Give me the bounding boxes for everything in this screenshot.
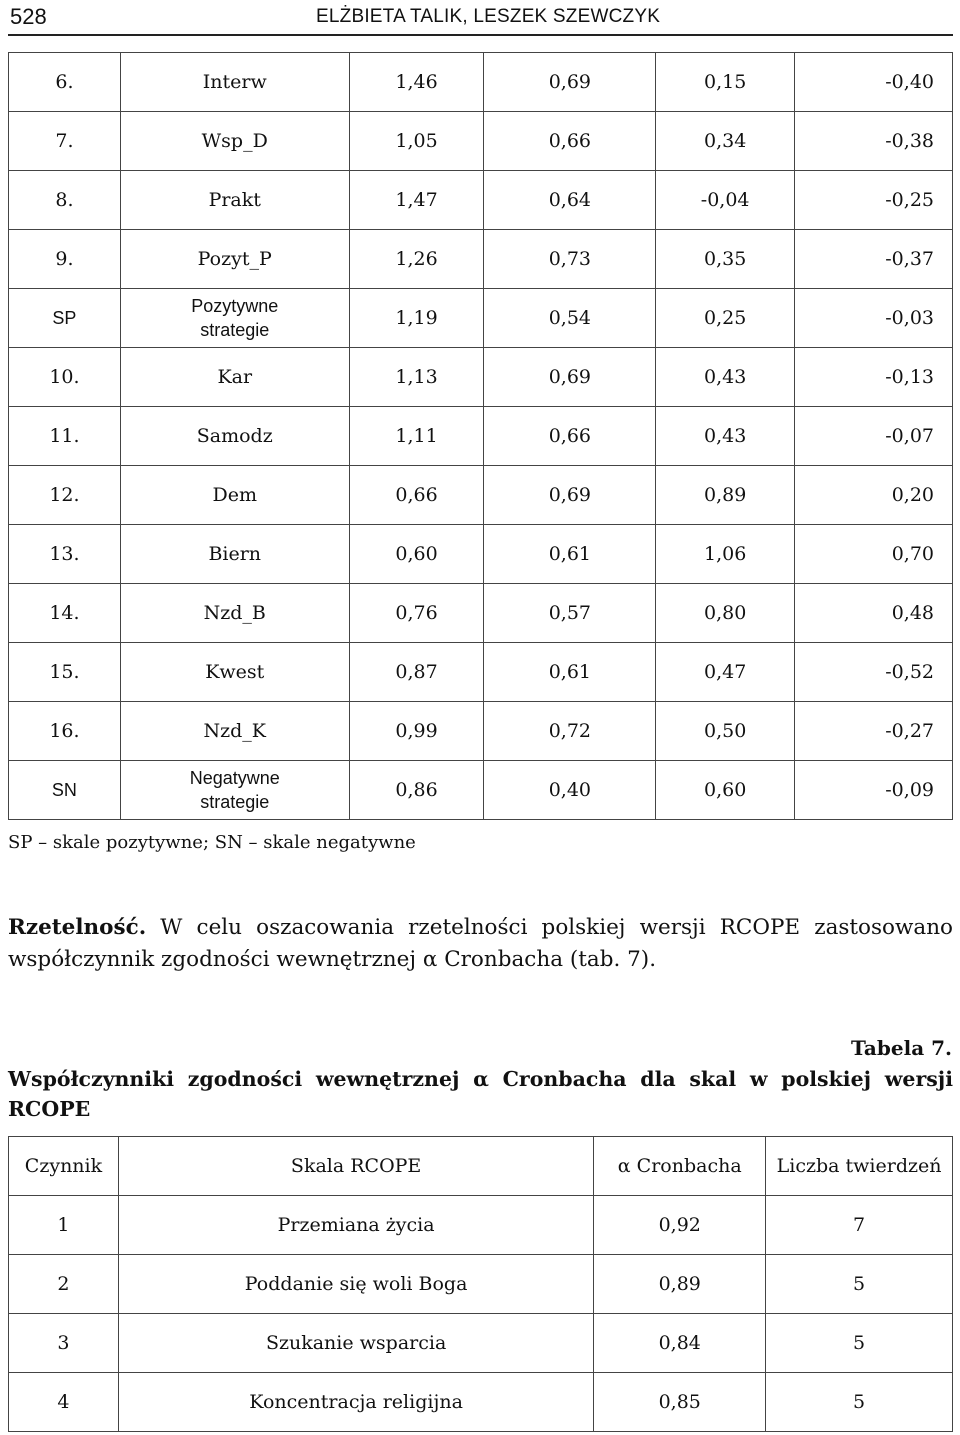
value-cell: 0,61 (484, 643, 656, 702)
row-name-cell: Wsp_D (120, 112, 349, 171)
value-cell: 0,66 (484, 112, 656, 171)
value-cell: 1,11 (349, 407, 484, 466)
table-row (9, 1373, 953, 1432)
row-id-cell: 12. (9, 466, 121, 525)
row-name-cell: Negatywne strategie (120, 761, 349, 820)
table-cell: 4 (9, 1373, 119, 1432)
value-cell: 0,47 (656, 643, 795, 702)
table-cell: 7 (766, 1196, 953, 1255)
row-id-cell: 11. (9, 407, 121, 466)
value-cell: 0,64 (484, 171, 656, 230)
value-cell: -0,27 (795, 702, 953, 761)
value-cell: 0,60 (656, 761, 795, 820)
row-name-cell: Kar (120, 348, 349, 407)
row-name-cell: Nzd_B (120, 584, 349, 643)
table-note: SP – skale pozytywne; SN – skale negatywne (8, 832, 416, 853)
value-cell: 0,66 (484, 407, 656, 466)
row-name-cell: Nzd_K (120, 702, 349, 761)
value-cell: 0,50 (656, 702, 795, 761)
table-6-body (9, 53, 953, 820)
value-cell: 0,87 (349, 643, 484, 702)
table-row (9, 584, 953, 643)
paragraph-run-in-heading: Rzetelność. (8, 915, 147, 940)
row-name-cell: Pozyt_P (120, 230, 349, 289)
row-name-cell: Pozytywne strategie (120, 289, 349, 348)
row-id-cell: 10. (9, 348, 121, 407)
table-cell: Koncentracja religijna (118, 1373, 593, 1432)
table-label: Tabela 7. (850, 1036, 952, 1060)
table-cell: 5 (766, 1314, 953, 1373)
value-cell: 0,57 (484, 584, 656, 643)
value-cell: 0,61 (484, 525, 656, 584)
row-name-cell: Prakt (120, 171, 349, 230)
value-cell: 0,99 (349, 702, 484, 761)
table-row (9, 289, 953, 348)
reliability-paragraph (8, 912, 953, 976)
value-cell: -0,04 (656, 171, 795, 230)
table-cell: Przemiana życia (118, 1196, 593, 1255)
value-cell: 1,05 (349, 112, 484, 171)
table-row (9, 702, 953, 761)
table-header-row (9, 1137, 953, 1196)
value-cell: -0,03 (795, 289, 953, 348)
row-name-cell: Samodz (120, 407, 349, 466)
row-id-cell: 13. (9, 525, 121, 584)
row-name-cell: Interw (120, 53, 349, 112)
table-row (9, 761, 953, 820)
table-7-body (9, 1137, 953, 1432)
value-cell: 0,73 (484, 230, 656, 289)
table-cell: 0,89 (594, 1255, 766, 1314)
table-row (9, 407, 953, 466)
table-cell: 0,85 (594, 1373, 766, 1432)
table-cell: 5 (766, 1373, 953, 1432)
row-id-cell: 16. (9, 702, 121, 761)
value-cell: 0,43 (656, 348, 795, 407)
column-header: Skala RCOPE (118, 1137, 593, 1196)
value-cell: 1,46 (349, 53, 484, 112)
table-caption: Współczynniki zgodności wewnętrznej α Cronbacha dla skal w polskiej wersji RCOPE (8, 1067, 953, 1121)
row-name-cell: Dem (120, 466, 349, 525)
value-cell: 1,06 (656, 525, 795, 584)
paragraph-text: W celu oszacowania rzetelności polskiej wersji RCOPE zastosowano współczynnik zgodności wewnętrznej α Cronbacha (tab. 7). (8, 915, 953, 972)
value-cell: 0,69 (484, 348, 656, 407)
value-cell: -0,52 (795, 643, 953, 702)
table-row (9, 643, 953, 702)
value-cell: 0,80 (656, 584, 795, 643)
table-row (9, 466, 953, 525)
table-cell: 1 (9, 1196, 119, 1255)
value-cell: 1,26 (349, 230, 484, 289)
table-cell: 3 (9, 1314, 119, 1373)
row-id-cell: 9. (9, 230, 121, 289)
table-row (9, 53, 953, 112)
column-header: Liczba twierdzeń (766, 1137, 953, 1196)
value-cell: 0,72 (484, 702, 656, 761)
row-id-cell: 6. (9, 53, 121, 112)
value-cell: 0,48 (795, 584, 953, 643)
value-cell: -0,13 (795, 348, 953, 407)
table-cell: 2 (9, 1255, 119, 1314)
column-header: Czynnik (9, 1137, 119, 1196)
value-cell: 0,89 (656, 466, 795, 525)
value-cell: 0,76 (349, 584, 484, 643)
value-cell: 0,69 (484, 466, 656, 525)
value-cell: 0,25 (656, 289, 795, 348)
row-id-cell: SN (9, 761, 121, 820)
value-cell: 0,66 (349, 466, 484, 525)
value-cell: 0,60 (349, 525, 484, 584)
table-row (9, 171, 953, 230)
value-cell: 0,43 (656, 407, 795, 466)
row-id-cell: 15. (9, 643, 121, 702)
value-cell: 0,34 (656, 112, 795, 171)
table-cell: Szukanie wsparcia (118, 1314, 593, 1373)
value-cell: 0,86 (349, 761, 484, 820)
value-cell: 0,15 (656, 53, 795, 112)
row-id-cell: 8. (9, 171, 121, 230)
value-cell: -0,09 (795, 761, 953, 820)
running-head-authors: ELŻBIETA TALIK, LESZEK SZEWCZYK (316, 6, 661, 27)
table-cell: Poddanie się woli Boga (118, 1255, 593, 1314)
table-row (9, 1255, 953, 1314)
table-row (9, 348, 953, 407)
table-row (9, 1196, 953, 1255)
value-cell: -0,25 (795, 171, 953, 230)
table-row (9, 525, 953, 584)
value-cell: 0,70 (795, 525, 953, 584)
row-id-cell: SP (9, 289, 121, 348)
column-header: α Cronbacha (594, 1137, 766, 1196)
row-name-cell: Kwest (120, 643, 349, 702)
row-name-cell: Biern (120, 525, 349, 584)
value-cell: 0,40 (484, 761, 656, 820)
page-number: 528 (10, 4, 47, 29)
table-cell: 0,92 (594, 1196, 766, 1255)
row-id-cell: 14. (9, 584, 121, 643)
row-id-cell: 7. (9, 112, 121, 171)
table-7 (8, 1136, 953, 1432)
table-row (9, 112, 953, 171)
value-cell: 1,47 (349, 171, 484, 230)
value-cell: 0,54 (484, 289, 656, 348)
value-cell: -0,07 (795, 407, 953, 466)
table-row (9, 1314, 953, 1373)
value-cell: 1,13 (349, 348, 484, 407)
table-row (9, 230, 953, 289)
table-6-continued (8, 52, 953, 820)
value-cell: 0,20 (795, 466, 953, 525)
value-cell: -0,38 (795, 112, 953, 171)
table-cell: 0,84 (594, 1314, 766, 1373)
running-head (8, 0, 953, 36)
value-cell: 0,35 (656, 230, 795, 289)
value-cell: -0,37 (795, 230, 953, 289)
value-cell: 1,19 (349, 289, 484, 348)
value-cell: 0,69 (484, 53, 656, 112)
table-cell: 5 (766, 1255, 953, 1314)
value-cell: -0,40 (795, 53, 953, 112)
